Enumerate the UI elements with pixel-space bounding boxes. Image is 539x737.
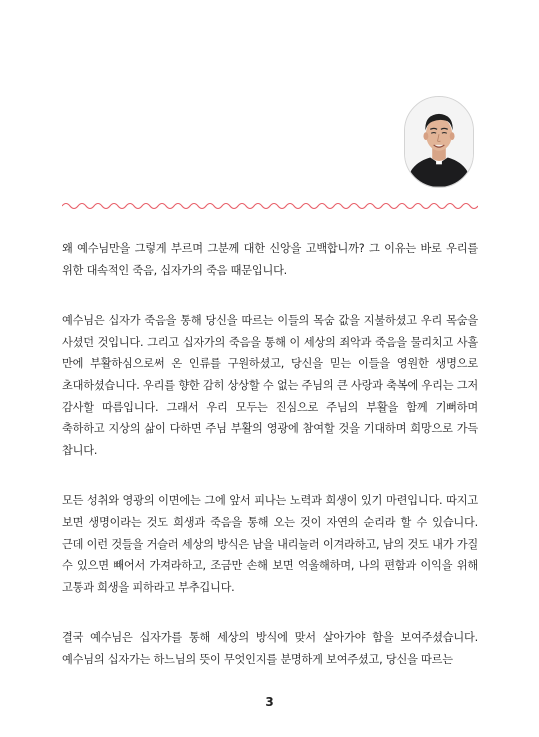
paragraph-1: 왜 예수님만을 그렇게 부르며 그분께 대한 신앙을 고백합니까? 그 이유는 바로 우리를 위한 대속적인 죽음, 십자가의 죽음 때문입니다. — [62, 242, 478, 277]
body-text — [62, 238, 478, 700]
paragraph-2: 예수님은 십자가 죽음을 통해 당신을 따르는 이들의 목숨 값을 지불하셨고 우리 목숨을 사셨던 것입니다. 그리고 십자가의 죽음을 통해 이 세상의 죄악과 죽음을 물리치고 사흘 만에 부활하심으로써 온 인류를 구원하셨고, 당신을 믿는 이들을 영원한 생명으로 초대하셨습니다. 우리를 향한 감히 상상할 수 없는 주님의 큰 사랑과 축복에 우리는 그저 감사할 따름입니다. 그래서 우리 모두는 진심으로 주님의 부활을 함께 기뻐하며 축하하고 지상의 삶이 다하면 주님 부활의 영광에 참여할 것을 기대하며 희망으로 가득 찹니다. — [62, 314, 478, 457]
paragraph-3: 모든 성취와 영광의 이면에는 그에 앞서 피나는 노력과 희생이 있기 마련입니다. 따지고 보면 생명이라는 것도 희생과 죽음을 통해 오는 것이 자연의 순리라 할 수 있습니다. 근데 이런 것들을 거슬러 세상의 방식은 남을 내리눌러 이겨라하고, 남의 것도 내가 가질 수 있으면 빼어서 가져라하고, 조금만 손해 보면 억울해하며, 나의 편함과 이익을 위해 고통과 희생을 피하라고 부추깁니다. — [62, 494, 478, 594]
clergy-portrait-photo-icon — [405, 97, 473, 187]
wavy-line-divider-icon — [62, 200, 478, 212]
paragraph-4: 결국 예수님은 십자가를 통해 세상의 방식에 맞서 살아가야 함을 보여주셨습니다. 예수님의 십자가는 하느님의 뜻이 무엇인지를 분명하게 보여주셨고, 당신을 따르는 — [62, 631, 478, 666]
page-number: 3 — [265, 695, 274, 709]
author-portrait — [404, 96, 474, 188]
